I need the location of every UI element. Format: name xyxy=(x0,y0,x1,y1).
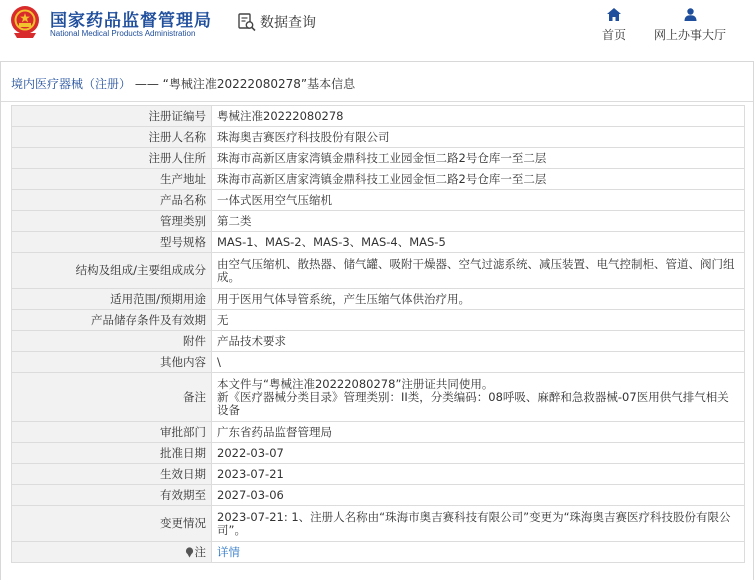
field-label: 生效日期 xyxy=(12,464,212,485)
field-value: 用于医用气体导管系统，产生压缩气体供治疗用。 xyxy=(212,289,745,310)
national-emblem-icon xyxy=(9,5,41,39)
breadcrumb-section[interactable]: 境内医疗器械（注册） xyxy=(11,77,132,91)
note-label: 注 xyxy=(194,544,206,559)
table-row xyxy=(12,253,745,289)
panel-title xyxy=(1,62,753,102)
table-row xyxy=(12,169,745,190)
info-table xyxy=(11,105,745,563)
table-row xyxy=(12,506,745,542)
field-label: 审批部门 xyxy=(12,422,212,443)
field-label: 变更情况 xyxy=(12,506,212,542)
field-label: 注册人名称 xyxy=(12,127,212,148)
field-value: 珠海市高新区唐家湾镇金鼎科技工业园金恒二路2号仓库一至二层 xyxy=(212,148,745,169)
data-query-label: 数据查询 xyxy=(260,15,316,31)
field-value: 2023-07-21 xyxy=(212,464,745,485)
note-value-cell xyxy=(212,542,745,563)
note-label-cell xyxy=(12,542,212,563)
field-label: 生产地址 xyxy=(12,169,212,190)
table-row xyxy=(12,106,745,127)
remarks-line: 本文件与“粤械注准20222080278”注册证共同使用。 xyxy=(217,376,494,391)
detail-panel xyxy=(0,61,754,580)
table-row xyxy=(12,422,745,443)
field-label: 适用范围/预期用途 xyxy=(12,289,212,310)
field-value: 无 xyxy=(212,310,745,331)
page-title: “粤械注准20222080278”基本信息 xyxy=(162,77,356,91)
field-value: \ xyxy=(212,352,745,373)
field-value-remarks xyxy=(212,373,745,422)
table-row xyxy=(12,190,745,211)
table-row xyxy=(12,331,745,352)
table-row xyxy=(12,352,745,373)
field-value: 珠海市高新区唐家湾镇金鼎科技工业园金恒二路2号仓库一至二层 xyxy=(212,169,745,190)
field-label: 备注 xyxy=(12,373,212,422)
org-name-en: National Medical Products Administration xyxy=(50,29,196,38)
table-row xyxy=(12,485,745,506)
title-separator: —— xyxy=(134,77,159,91)
field-value: 第二类 xyxy=(212,211,745,232)
field-value: 广东省药品监督管理局 xyxy=(212,422,745,443)
field-value: 2023-07-21: 1、注册人名称由“珠海市奥吉赛科技有限公司”变更为“珠海奥吉赛医疗科技股份有限公司”。 xyxy=(212,506,745,542)
table-row xyxy=(12,464,745,485)
nav-home-label: 首页 xyxy=(601,28,626,42)
details-link[interactable]: 详情 xyxy=(217,544,240,559)
table-row xyxy=(12,289,745,310)
table-row xyxy=(12,127,745,148)
table-row xyxy=(12,232,745,253)
field-value: 2022-03-07 xyxy=(212,443,745,464)
field-value: 珠海奥吉赛医疗科技股份有限公司 xyxy=(212,127,745,148)
org-name-cn: 国家药品监督管理局 xyxy=(50,11,212,31)
table-row xyxy=(12,211,745,232)
field-label: 产品名称 xyxy=(12,190,212,211)
field-value: 由空气压缩机、散热器、储气罐、吸附干燥器、空气过滤系统、减压装置、电气控制柜、管道、阀门组成。 xyxy=(212,253,745,289)
field-value: 2027-03-06 xyxy=(212,485,745,506)
field-label: 批准日期 xyxy=(12,443,212,464)
info-pin-icon xyxy=(185,547,194,558)
table-row xyxy=(12,373,745,422)
table-row xyxy=(12,542,745,563)
nav-home[interactable] xyxy=(599,8,629,43)
site-header xyxy=(0,0,754,54)
field-value: 一体式医用空气压缩机 xyxy=(212,190,745,211)
field-label: 型号规格 xyxy=(12,232,212,253)
field-value: 产品技术要求 xyxy=(212,331,745,352)
document-search-icon xyxy=(237,12,257,32)
home-icon xyxy=(607,8,621,21)
field-label: 有效期至 xyxy=(12,485,212,506)
field-label: 附件 xyxy=(12,331,212,352)
field-label: 结构及组成/主要组成成分 xyxy=(12,253,212,289)
nav-online-service-hall-label: 网上办事大厅 xyxy=(653,28,726,42)
field-value: MAS-1、MAS-2、MAS-3、MAS-4、MAS-5 xyxy=(212,232,745,253)
field-label: 产品储存条件及有效期 xyxy=(12,310,212,331)
table-row xyxy=(12,310,745,331)
field-label: 注册人住所 xyxy=(12,148,212,169)
field-label: 管理类别 xyxy=(12,211,212,232)
data-query-link[interactable] xyxy=(237,12,316,32)
field-label: 注册证编号 xyxy=(12,106,212,127)
field-label: 其他内容 xyxy=(12,352,212,373)
table-row xyxy=(12,148,745,169)
table-row xyxy=(12,443,745,464)
nav-online-service-hall[interactable] xyxy=(652,8,728,43)
remarks-line: 新《医疗器械分类目录》管理类别：II类，分类编码：08呼吸、麻醉和急救器械-07医用供气排气相关设备 xyxy=(217,389,729,417)
field-value: 粤械注准20222080278 xyxy=(212,106,745,127)
user-icon xyxy=(684,8,697,21)
